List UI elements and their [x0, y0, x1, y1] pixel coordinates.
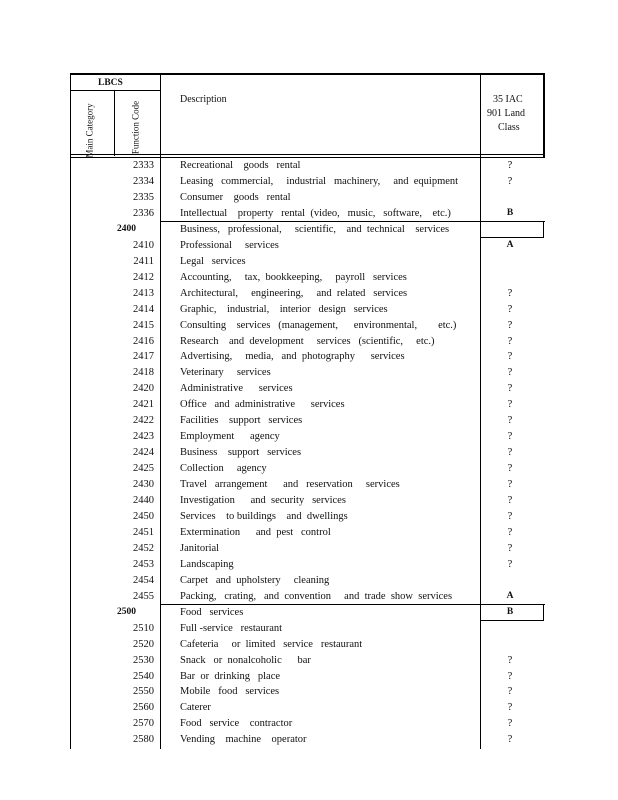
row-description: Services to buildings and dwellings: [180, 511, 348, 522]
land-class: ?: [507, 479, 513, 490]
row-description: Intellectual property rental (video, music, software, etc.): [180, 208, 451, 219]
class-border-2400: [543, 221, 544, 237]
function-code: 2412: [133, 272, 154, 283]
row-description: Bar or drinking place: [180, 671, 281, 682]
row-description: Architectural, engineering, and related services: [180, 288, 408, 299]
land-class: ?: [507, 336, 513, 347]
function-code: 2510: [133, 623, 154, 634]
land-class: ?: [507, 559, 513, 570]
land-class: ?: [507, 320, 513, 331]
function-code: 2450: [133, 511, 154, 522]
right-border-header: [543, 73, 545, 158]
class-col-divider: [480, 73, 481, 749]
class-line-2410: [480, 237, 544, 238]
function-code: 2334: [133, 176, 154, 187]
class-border-2500: [543, 604, 544, 620]
function-code: 2550: [133, 686, 154, 697]
row-description: Collection agency: [180, 463, 267, 474]
land-class: ?: [507, 415, 513, 426]
function-code: 2451: [133, 527, 154, 538]
row-description: Business, professional, scientific, and technical services: [180, 224, 450, 235]
function-code: 2410: [133, 240, 154, 251]
function-code: 2440: [133, 495, 154, 506]
function-code: 2416: [133, 336, 154, 347]
function-code: 2414: [133, 304, 154, 315]
row-description: Travel arrangement and reservation services: [180, 479, 400, 490]
function-code: 2415: [133, 320, 154, 331]
row-description: Snack or nonalcoholic bar: [180, 655, 311, 666]
function-code: 2335: [133, 192, 154, 203]
land-class: ?: [507, 399, 513, 410]
land-class: B: [506, 208, 514, 218]
row-description: Administrative services: [180, 383, 293, 394]
land-class-header-line2: 901 Land: [487, 108, 526, 119]
land-class: ?: [507, 176, 513, 187]
land-class: ?: [507, 671, 513, 682]
land-class: A: [506, 240, 514, 250]
row-description: Caterer: [180, 702, 211, 713]
land-class: ?: [507, 734, 513, 745]
row-description: Carpet and upholstery cleaning: [180, 575, 330, 586]
row-description: Employment agency: [180, 431, 280, 442]
land-class: ?: [507, 495, 513, 506]
row-description: Consulting services (management, environmental, etc.): [180, 320, 457, 331]
land-class: ?: [507, 718, 513, 729]
function-code: 2454: [133, 575, 154, 586]
function-code: 2520: [133, 639, 154, 650]
function-code: 2418: [133, 367, 154, 378]
section-line-2400: [160, 221, 545, 222]
row-description: Graphic, industrial, interior design services: [180, 304, 388, 315]
land-class: A: [506, 591, 514, 601]
function-code: 2580: [133, 734, 154, 745]
land-class: ?: [507, 686, 513, 697]
land-class: ?: [507, 543, 513, 554]
land-class: ?: [507, 447, 513, 458]
function-code: 2420: [133, 383, 154, 394]
function-code: 2455: [133, 591, 154, 602]
land-class: ?: [507, 304, 513, 315]
row-description: Office and administrative services: [180, 399, 345, 410]
function-code: 2411: [133, 256, 154, 267]
function-code: 2530: [133, 655, 154, 666]
land-class: ?: [507, 655, 513, 666]
main-category-header: Main Category: [84, 103, 95, 158]
row-description: Professional services: [180, 240, 279, 251]
desc-col-divider: [160, 73, 161, 749]
row-description: Packing, crating, and convention and trade show services: [180, 591, 453, 602]
function-code: 2540: [133, 671, 154, 682]
class-line-2510: [480, 620, 544, 621]
row-description: Mobile food services: [180, 686, 280, 697]
function-code: 2417: [133, 351, 154, 362]
land-class: ?: [507, 367, 513, 378]
row-description: Leasing commercial, industrial machinery, and equipment: [180, 176, 459, 187]
function-code: 2424: [133, 447, 154, 458]
lbcs-header: LBCS: [98, 78, 123, 88]
land-class-header-line1: 35 IAC: [493, 94, 523, 105]
function-code: 2413: [133, 288, 154, 299]
function-code: 2422: [133, 415, 154, 426]
row-description: Food service contractor: [180, 718, 293, 729]
land-class: ?: [507, 160, 513, 171]
function-code: 2425: [133, 463, 154, 474]
table-top-border: [70, 73, 545, 75]
row-description: Extermination and pest control: [180, 527, 331, 538]
function-code: 2500: [117, 607, 136, 617]
left-border: [70, 73, 71, 749]
row-description: Landscaping: [180, 559, 234, 570]
row-description: Janitorial: [180, 543, 220, 554]
land-class: ?: [507, 431, 513, 442]
row-description: Business support services: [180, 447, 302, 458]
row-description: Investigation and security services: [180, 495, 346, 506]
section-line-2500: [160, 604, 545, 605]
function-code: 2452: [133, 543, 154, 554]
land-class: ?: [507, 702, 513, 713]
land-class: ?: [507, 463, 513, 474]
land-class: B: [506, 607, 514, 617]
land-class: ?: [507, 351, 513, 362]
row-description: Full -service restaurant: [180, 623, 283, 634]
row-description: Consumer goods rental: [180, 192, 291, 203]
land-class-header-line3: Class: [498, 122, 520, 133]
function-code: 2570: [133, 718, 154, 729]
function-code: 2400: [117, 224, 136, 234]
land-class: ?: [507, 511, 513, 522]
function-code-header: Function Code: [130, 100, 141, 155]
function-code: 2333: [133, 160, 154, 171]
function-code: 2430: [133, 479, 154, 490]
row-description: Facilities support services: [180, 415, 303, 426]
function-code: 2421: [133, 399, 154, 410]
function-code: 2336: [133, 208, 154, 219]
land-class: ?: [507, 383, 513, 394]
row-description: Recreational goods rental: [180, 160, 301, 171]
land-class: ?: [507, 288, 513, 299]
code-col-divider: [114, 90, 115, 156]
row-description: Vending machine operator: [180, 734, 307, 745]
row-description: Veterinary services: [180, 367, 271, 378]
row-description: Food services: [180, 607, 244, 618]
function-code: 2423: [133, 431, 154, 442]
row-description: Cafeteria or limited service restaurant: [180, 639, 363, 650]
row-description: Research and development services (scientific, etc.): [180, 336, 435, 347]
lbcs-underline: [70, 90, 160, 91]
land-class: ?: [507, 527, 513, 538]
row-description: Accounting, tax, bookkeeping, payroll services: [180, 272, 407, 283]
description-header: Description: [180, 94, 227, 105]
row-description: Legal services: [180, 256, 246, 267]
function-code: 2560: [133, 702, 154, 713]
row-description: Advertising, media, and photography services: [180, 351, 405, 362]
function-code: 2453: [133, 559, 154, 570]
